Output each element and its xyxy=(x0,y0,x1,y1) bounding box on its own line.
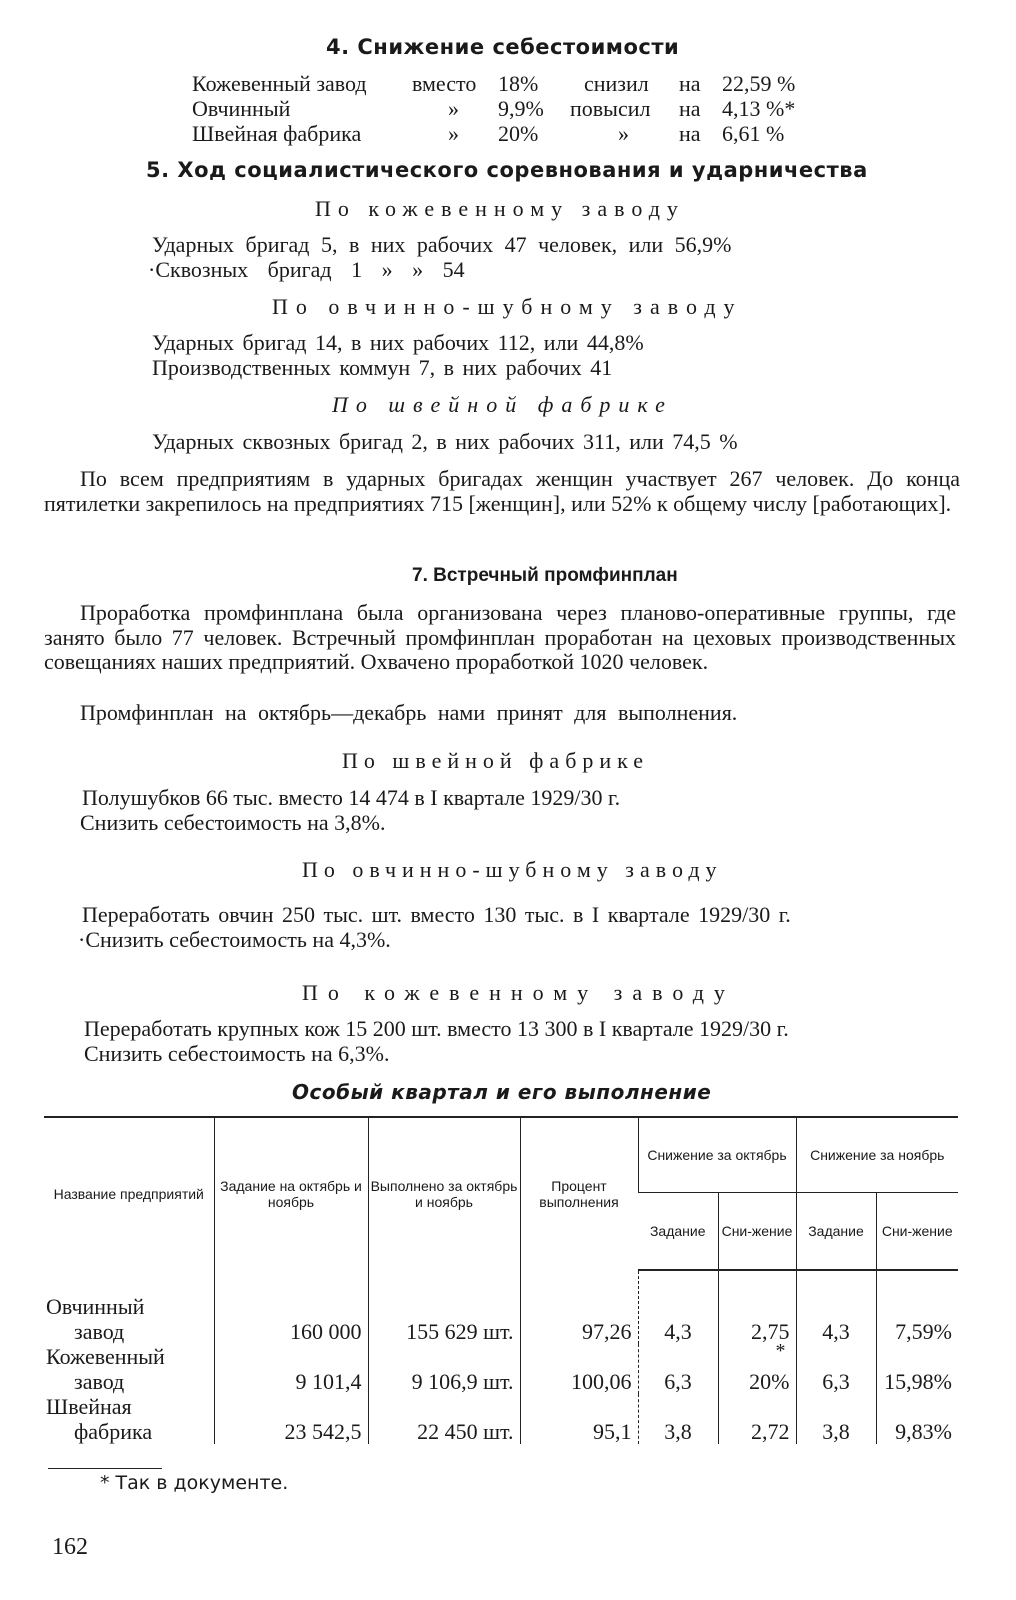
row-ditto: » xyxy=(448,121,459,146)
cell-nov-reduction: 9,83% xyxy=(876,1394,958,1444)
text-line: Переработать крупных кож 15 200 шт. вместо 13 300 в I квартале 1929/30 г. xyxy=(84,1016,789,1041)
cell-percent: 97,26 xyxy=(520,1270,638,1344)
text-line: Ударных сквозных бригад 2, в них рабочих 311, или 74,5 % xyxy=(152,429,738,454)
section-5-title: 5. Ход социалистического соревнования и ударничества xyxy=(146,158,868,182)
row-na: на xyxy=(679,121,701,146)
section-7-title: 7. Встречный промфинплан xyxy=(412,565,678,586)
cell-oct-task: 6,3 xyxy=(638,1344,718,1394)
paragraph: Проработка промфинплана была организована через планово-оперативные группы, где занято было 77 человек. Встречный промфинплан проработан на цеховых производственных совещаниях наших предприятий. Охвачено проработкой 1020 человек. xyxy=(44,600,956,674)
header-done: Выполнено за октябрь и ноябрь xyxy=(368,1117,520,1270)
cell-oct-reduction: 2,72 xyxy=(718,1394,796,1444)
cell-name: Кожевенный завод xyxy=(46,1344,165,1394)
header-name: Название предприятий xyxy=(44,1117,214,1270)
table-title: Особый квартал и его выполнение xyxy=(292,1080,712,1104)
header-november: Снижение за ноябрь xyxy=(796,1117,958,1193)
cell-percent: 95,1 xyxy=(520,1394,638,1444)
row-ditto: » xyxy=(448,96,459,121)
section-4-title: 4. Снижение себестоимости xyxy=(326,35,680,59)
header-nov-task: Задание xyxy=(796,1193,876,1271)
footnote: * Так в документе. xyxy=(100,1472,289,1494)
text-line: Ударных бригад 14, в них рабочих 112, или 44,8% xyxy=(152,330,644,355)
subheading-sewing: По швейной фабрике xyxy=(342,748,650,773)
cell-oct-task: 4,3 xyxy=(638,1270,718,1344)
row-verb: повысил xyxy=(570,96,651,121)
row-na: на xyxy=(679,71,701,96)
cell-task: 9 101,4 xyxy=(214,1344,368,1394)
row-value: 4,13 %* xyxy=(722,96,796,121)
row-name: Швейная фабрика xyxy=(192,121,362,146)
text-line: Снизить себестоимость на 3,8%. xyxy=(80,810,386,835)
footnote-divider xyxy=(48,1468,162,1469)
text-line: Ударных бригад 5, в них рабочих 47 человек, или 56,9% xyxy=(152,232,732,257)
text-line: Производственных коммун 7, в них рабочих 41 xyxy=(152,355,613,380)
header-october: Снижение за октябрь xyxy=(638,1117,796,1193)
cell-done: 155 629 шт. xyxy=(368,1270,520,1344)
text-line: ·Сквозных бригад 1 » » 54 xyxy=(148,257,465,282)
paragraph: Промфинплан на октябрь—декабрь нами принят для выполнения. xyxy=(80,700,738,725)
row-verb: » xyxy=(618,121,629,146)
text-line: Переработать овчин 250 тыс. шт. вместо 130 тыс. в I квартале 1929/30 г. xyxy=(82,902,791,927)
cell-oct-reduction: 2,75 * xyxy=(718,1270,796,1344)
row-plan: 9,9% xyxy=(498,96,544,121)
header-task: Задание на октябрь и ноябрь xyxy=(214,1117,368,1270)
row-value: 6,61 % xyxy=(722,121,785,146)
text-line: Полушубков 66 тыс. вместо 14 474 в I квартале 1929/30 г. xyxy=(82,785,621,810)
cell-nov-task: 4,3 xyxy=(796,1270,876,1344)
cell-percent: 100,06 xyxy=(520,1344,638,1394)
table-row xyxy=(44,1270,958,1344)
cell-nov-reduction: 7,59% xyxy=(876,1270,958,1344)
row-name: Кожевенный завод xyxy=(192,71,367,96)
header-oct-task: Задание xyxy=(638,1193,718,1271)
cell-oct-reduction: 20% xyxy=(718,1344,796,1394)
results-table xyxy=(44,1116,958,1444)
subheading-sewing: По швейной фабрике xyxy=(332,392,673,417)
cell-task: 160 000 xyxy=(214,1270,368,1344)
footnote-mark: * xyxy=(775,1340,786,1362)
cell-nov-task: 3,8 xyxy=(796,1394,876,1444)
row-ditto: вместо xyxy=(412,71,477,96)
header-percent: Процент выполнения xyxy=(520,1117,638,1270)
header-nov-reduction: Сни-жение xyxy=(876,1193,958,1271)
cell-name: Овчинный завод xyxy=(46,1294,145,1344)
subheading-sheepskin: По овчинно-шубному заводу xyxy=(272,294,743,319)
cell-task: 23 542,5 xyxy=(214,1394,368,1444)
subheading-leather: По кожевенному заводу xyxy=(315,196,685,221)
table-row xyxy=(44,1394,958,1444)
paragraph: По всем предприятиям в ударных бригадах женщин участвует 267 человек. До конца пятилетки закрепилось на предприятиях 715 [женщин], или 52% к общему числу [работающих]. xyxy=(44,466,960,516)
row-na: на xyxy=(679,96,701,121)
subheading-sheepskin: По овчинно-шубному заводу xyxy=(302,857,723,882)
row-name: Овчинный xyxy=(192,96,291,121)
row-plan: 20% xyxy=(498,121,539,146)
row-plan: 18% xyxy=(498,71,539,96)
text-line: ·Снизить себестоимость на 4,3%. xyxy=(78,927,391,952)
table-row xyxy=(44,1344,958,1394)
cell-done: 22 450 шт. xyxy=(368,1394,520,1444)
text-line: Снизить себестоимость на 6,3%. xyxy=(84,1041,390,1066)
subheading-leather: По кожевенному заводу xyxy=(302,980,735,1005)
cell-nov-task: 6,3 xyxy=(796,1344,876,1394)
cell-oct-task: 3,8 xyxy=(638,1394,718,1444)
row-verb: снизил xyxy=(584,71,649,96)
row-value: 22,59 % xyxy=(722,71,796,96)
page-number: 162 xyxy=(52,1534,88,1560)
cell-done: 9 106,9 шт. xyxy=(368,1344,520,1394)
cell-name: Швейная фабрика xyxy=(46,1394,153,1444)
cell-nov-reduction: 15,98% xyxy=(876,1344,958,1394)
header-oct-reduction: Сни-жение xyxy=(718,1193,796,1271)
